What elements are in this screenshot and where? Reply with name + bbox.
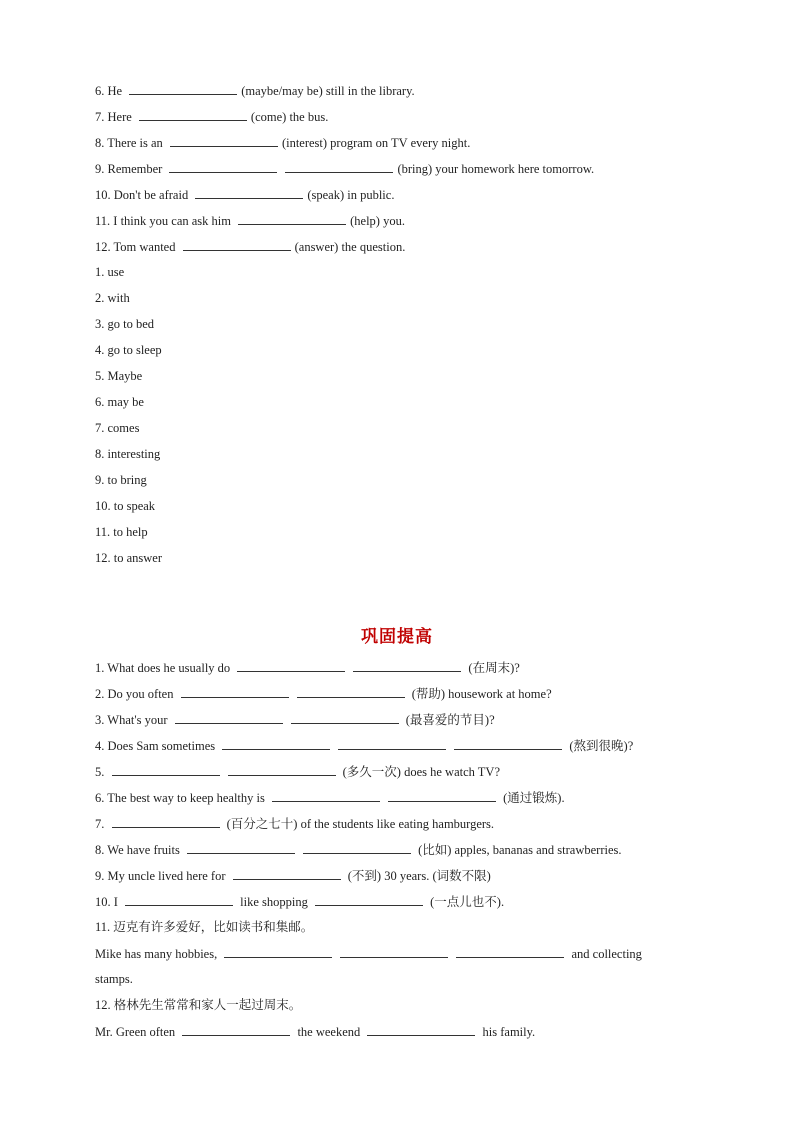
answer-text: 1. use — [95, 265, 125, 279]
question-suffix: (多久一次) does he watch TV? — [339, 765, 500, 779]
continuation-text: stamps. — [95, 972, 133, 986]
question-line — [95, 108, 328, 125]
question-prefix: 7. Here — [95, 110, 135, 124]
question-prefix: 8. We have fruits — [95, 843, 183, 857]
answer-line — [95, 342, 162, 358]
answer-blank[interactable] — [303, 841, 411, 854]
answer-line — [95, 368, 142, 384]
answer-text: 4. go to sleep — [95, 343, 162, 357]
question-suffix: (come) the bus. — [250, 110, 329, 124]
question-suffix: (比如) apples, bananas and strawberries. — [414, 843, 622, 857]
answer-text: 8. interesting — [95, 447, 161, 461]
answer-blank[interactable] — [139, 108, 247, 121]
question-suffix: (熬到很晚)? — [566, 739, 634, 753]
question-prefix: 9. Remember — [95, 162, 166, 176]
question-line — [95, 789, 565, 806]
answer-blank[interactable] — [182, 1023, 290, 1036]
question-line — [95, 841, 622, 858]
question-suffix: (帮助) housework at home? — [408, 687, 552, 701]
translation-prompt — [95, 997, 301, 1013]
question-middle: like shopping — [237, 895, 312, 909]
answer-blank[interactable] — [340, 945, 448, 958]
question-suffix: (通过锻炼). — [500, 791, 565, 805]
answer-text: 7. comes — [95, 421, 140, 435]
answer-blank[interactable] — [238, 212, 346, 225]
answer-blank[interactable] — [272, 789, 380, 802]
question-suffix: (最喜爱的节目)? — [402, 713, 495, 727]
answer-blank[interactable] — [129, 82, 237, 95]
answer-text: 11. to help — [95, 525, 148, 539]
answer-blank[interactable] — [112, 815, 220, 828]
question-line — [95, 82, 415, 99]
question-line — [95, 815, 494, 832]
answer-line — [95, 524, 148, 540]
question-suffix: (maybe/may be) still in the library. — [241, 84, 415, 98]
question-prefix: 2. Do you often — [95, 687, 177, 701]
answer-blank[interactable] — [338, 737, 446, 750]
question-prefix: 6. The best way to keep healthy is — [95, 791, 268, 805]
answer-blank[interactable] — [456, 945, 564, 958]
question-line — [95, 893, 504, 910]
answer-blank[interactable] — [237, 659, 345, 672]
question-line — [95, 160, 594, 177]
question-line — [95, 763, 500, 780]
answer-blank[interactable] — [224, 945, 332, 958]
question-middle: the weekend — [294, 1025, 364, 1039]
answer-text: 12. to answer — [95, 551, 162, 565]
answer-line — [95, 498, 155, 514]
answer-blank[interactable] — [169, 160, 277, 173]
answer-blank[interactable] — [170, 134, 278, 147]
answer-blank[interactable] — [125, 893, 233, 906]
question-suffix: (answer) the question. — [294, 240, 406, 254]
question-prefix: 8. There is an — [95, 136, 166, 150]
answer-text: 3. go to bed — [95, 317, 155, 331]
question-prefix: 9. My uncle lived here for — [95, 869, 229, 883]
question-prefix: 1. What does he usually do — [95, 661, 234, 675]
answer-blank[interactable] — [181, 685, 289, 698]
answer-line — [95, 472, 147, 488]
answer-blank[interactable] — [367, 1023, 475, 1036]
question-suffix: and collecting — [568, 947, 642, 961]
answer-blank[interactable] — [285, 160, 393, 173]
question-prefix: Mike has many hobbies, — [95, 947, 221, 961]
chinese-sentence: 11. 迈克有许多爱好，比如读书和集邮。 — [95, 920, 314, 934]
question-suffix: (interest) program on TV every night. — [281, 136, 471, 150]
question-suffix: his family. — [479, 1025, 536, 1039]
question-line — [95, 737, 633, 754]
answer-blank[interactable] — [454, 737, 562, 750]
question-suffix: (不到) 30 years. (词数不限) — [344, 869, 491, 883]
answer-blank[interactable] — [388, 789, 496, 802]
section-heading: 巩固提高 — [361, 627, 433, 646]
question-line — [95, 238, 405, 255]
question-prefix: 5. — [95, 765, 108, 779]
answer-blank[interactable] — [291, 711, 399, 724]
answer-line — [95, 316, 154, 332]
answer-line — [95, 420, 139, 436]
question-line — [95, 711, 495, 728]
question-suffix: (一点儿也不). — [427, 895, 505, 909]
answer-text: 2. with — [95, 291, 130, 305]
chinese-sentence: 12. 格林先生常常和家人一起过周末。 — [95, 998, 302, 1012]
question-suffix: (help) you. — [350, 214, 405, 228]
question-line — [95, 867, 491, 884]
answer-line — [95, 550, 162, 566]
question-prefix: Mr. Green often — [95, 1025, 179, 1039]
answer-text: 6. may be — [95, 395, 144, 409]
question-line — [95, 685, 552, 702]
question-suffix: (bring) your homework here tomorrow. — [397, 162, 595, 176]
answer-text: 5. Maybe — [95, 369, 143, 383]
question-line — [95, 186, 394, 203]
question-line — [95, 1023, 535, 1040]
question-suffix: (百分之七十) of the students like eating hamburgers. — [223, 817, 495, 831]
answer-blank[interactable] — [297, 685, 405, 698]
answer-text: 9. to bring — [95, 473, 147, 487]
answer-line — [95, 290, 130, 306]
answer-line — [95, 394, 144, 410]
question-prefix: 12. Tom wanted — [95, 240, 179, 254]
question-prefix: 11. I think you can ask him — [95, 214, 235, 228]
answer-blank[interactable] — [353, 659, 461, 672]
answer-line — [95, 446, 160, 462]
question-prefix: 10. I — [95, 895, 122, 909]
question-continuation — [95, 971, 133, 987]
answer-blank[interactable] — [112, 763, 220, 776]
question-line — [95, 134, 470, 151]
question-prefix: 3. What's your — [95, 713, 171, 727]
answer-blank[interactable] — [183, 238, 291, 251]
question-prefix: 6. He — [95, 84, 126, 98]
answer-text: 10. to speak — [95, 499, 156, 513]
question-prefix: 4. Does Sam sometimes — [95, 739, 219, 753]
answer-blank[interactable] — [175, 711, 283, 724]
question-suffix: (在周末)? — [465, 661, 520, 675]
answer-blank[interactable] — [228, 763, 336, 776]
answer-blank[interactable] — [187, 841, 295, 854]
answer-blank[interactable] — [315, 893, 423, 906]
question-line — [95, 659, 520, 676]
question-line — [95, 945, 642, 962]
question-prefix: 10. Don't be afraid — [95, 188, 192, 202]
question-line — [95, 212, 405, 229]
answer-blank[interactable] — [233, 867, 341, 880]
answer-blank[interactable] — [222, 737, 330, 750]
translation-prompt — [95, 919, 313, 935]
question-suffix: (speak) in public. — [307, 188, 395, 202]
answer-blank[interactable] — [195, 186, 303, 199]
answer-line — [95, 264, 124, 280]
question-prefix: 7. — [95, 817, 108, 831]
